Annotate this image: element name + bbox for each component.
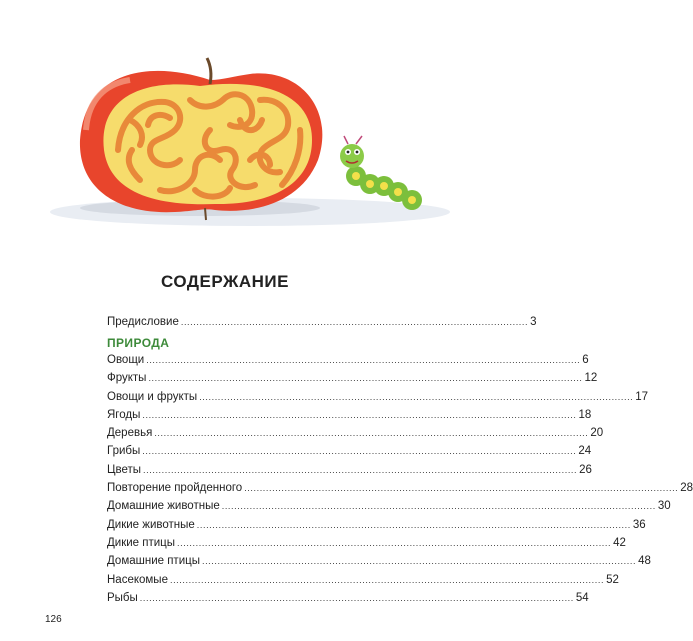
toc-entry[interactable] (107, 589, 589, 607)
toc-entry-page: 36 (632, 518, 646, 531)
toc-entry-label: Фрукты (107, 372, 147, 385)
toc-entry-label: Насекомые (107, 573, 168, 586)
toc-entry-page: 6 (582, 354, 589, 366)
dot-leader: ............................................................................................................................................ (154, 428, 589, 439)
toc-entry-page: 28 (680, 482, 693, 495)
toc-entry-page: 17 (635, 390, 649, 403)
toc-entry-label: Рыбы (107, 591, 138, 604)
toc-entry[interactable] (107, 461, 592, 479)
toc-preface-row[interactable] (107, 313, 537, 331)
dot-leader: ............................................................................................................................................ (177, 537, 612, 548)
dot-leader: ............................................................................................................................................ (244, 483, 679, 494)
toc-entry-page: 12 (584, 372, 598, 385)
apple-maze-illustration (0, 0, 450, 250)
toc-entry-label: Деревья (107, 427, 153, 440)
toc-entry-label: Домашние птицы (107, 555, 200, 568)
toc-entry-label: Грибы (107, 445, 141, 458)
apple-icon (80, 58, 322, 220)
toc-entry-label: Дикие животные (107, 518, 195, 531)
toc-entry[interactable] (107, 552, 651, 570)
dot-leader: ............................................................................................................................................ (139, 592, 574, 603)
toc-entry[interactable] (107, 369, 598, 387)
toc-entry-page: 3 (530, 316, 537, 328)
toc-entry[interactable] (107, 442, 592, 460)
dot-leader: ............................................................................................................................................ (142, 409, 577, 420)
dot-leader: ............................................................................................................................................ (146, 355, 581, 365)
dot-leader: ............................................................................................................................................ (148, 373, 583, 384)
toc-entry-page: 48 (638, 555, 651, 568)
toc-list (107, 351, 693, 607)
caterpillar-icon (340, 136, 422, 210)
toc-entry-page: 18 (578, 408, 592, 421)
toc-entry-label: Повторение пройденного (107, 482, 243, 495)
dot-leader: ............................................................................................................................................ (196, 519, 631, 530)
toc-entry-page: 52 (606, 573, 619, 586)
page-number: 126 (45, 614, 62, 625)
toc-entry-label: Овощи и фрукты (107, 390, 198, 403)
toc-entry[interactable] (107, 406, 592, 424)
toc-entry[interactable] (107, 388, 649, 406)
toc-entry-page: 42 (613, 536, 626, 549)
toc-entry-page: 26 (579, 463, 592, 476)
dot-leader: ............................................................................................................................................ (199, 391, 634, 402)
toc-entry-label: Дикие птицы (107, 536, 176, 549)
dot-leader: ............................................................................................................................................ (169, 574, 605, 585)
toc-entry[interactable] (107, 571, 619, 589)
dot-leader: ................................................................................................................ (180, 317, 529, 327)
section-heading: ПРИРОДА (107, 336, 170, 350)
dot-leader: ............................................................................................................................................ (201, 556, 637, 567)
toc-entry-page: 54 (575, 591, 589, 604)
toc-entry-label: Цветы (107, 463, 142, 476)
toc-entry-label: Овощи (107, 354, 145, 366)
page-title: СОДЕРЖАНИЕ (161, 272, 289, 291)
dot-leader: ............................................................................................................................................ (142, 446, 577, 457)
dot-leader: ............................................................................................................................................ (143, 464, 578, 475)
toc-entry[interactable] (107, 479, 693, 497)
toc-entry[interactable] (107, 351, 589, 369)
toc-entry-label: Ягоды (107, 408, 141, 421)
toc-entry[interactable] (107, 516, 646, 534)
toc-entry-page: 30 (657, 500, 671, 513)
toc-entry[interactable] (107, 534, 626, 552)
toc-entry-label: Предисловие (107, 316, 179, 328)
toc-entry-page: 24 (578, 445, 592, 458)
dot-leader: ............................................................................................................................................ (221, 501, 656, 512)
toc-entry-label: Домашние животные (107, 500, 220, 513)
toc-entry[interactable] (107, 497, 671, 515)
toc-entry-page: 20 (590, 427, 604, 440)
toc-entry[interactable] (107, 424, 604, 442)
